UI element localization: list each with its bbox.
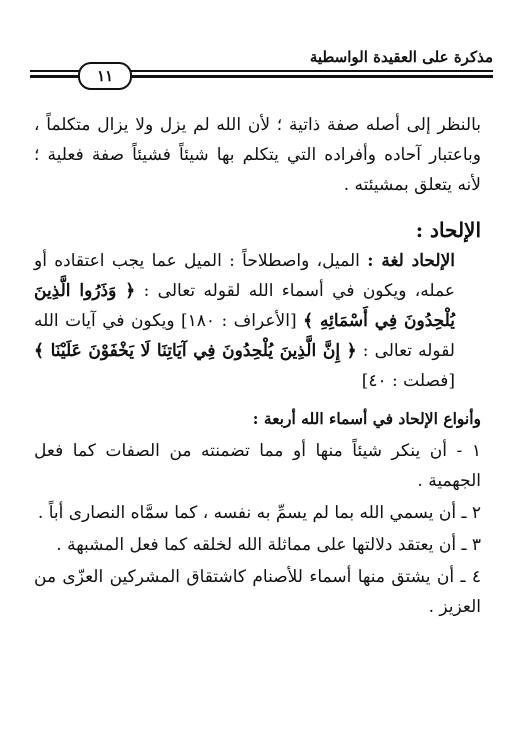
list-item-1: ١ - أن ينكر شيئاً منها أو مما تضمنته من الصفات كما فعل الجهمية . xyxy=(34,441,481,491)
types-heading: وأنواع الإلحاد في أسماء الله أربعة : xyxy=(252,409,481,428)
paragraph-ilhad-definition xyxy=(34,246,481,396)
section-heading-ilhad: الإلحاد : xyxy=(415,218,481,242)
page-number: ١١ xyxy=(78,62,132,90)
quran-verse-araf: ﴿ وَذَرُوا الَّذِينَ يُلْحِدُونَ فِي أَسْمَائِهِ ﴾ xyxy=(34,281,455,331)
paragraph-speech-attribute: بالنظر إلى أصله صفة ذاتية ؛ لأن الله لم يزل ولا يزال متكلماً ، وباعتبار آحاده وأفراده التي يتكلم بها شيئاً فشيئاً صفة فعلية ؛ لأنه يتعلق بمشيئته . xyxy=(34,115,481,195)
reference-araf: [الأعراف : ١٨٠] xyxy=(174,311,304,331)
reference-fussilat: [فصلت : ٤٠] xyxy=(361,371,455,391)
page-content xyxy=(34,110,481,622)
book-title: مذكرة على العقيدة الواسطية xyxy=(309,48,493,66)
definition-text-1: الميل، واصطلاحاً : الميل عما يجب اعتقاده أو عمله، ويكون في أسماء الله لقوله تعالى : xyxy=(34,251,456,301)
list-item-2: ٢ ـ أن يسمي الله بما لم يسمِّ به نفسه ، كما سمَّاه النصارى أباً . xyxy=(37,503,481,523)
list-item-3: ٣ ـ أن يعتقد دلالتها على مماثلة الله لخلقه كما فعل المشبهة . xyxy=(56,535,481,555)
definition-text-2: ويكون في آيات الله لقوله تعالى : xyxy=(34,311,455,361)
definition-term: الإلحاد لغة : xyxy=(367,251,456,271)
list-item-4: ٤ ـ أن يشتق منها أسماء للأصنام كاشتقاق المشركين العزّى من العزيز . xyxy=(34,567,481,617)
quran-verse-fussilat: ﴿ إِنَّ الَّذِينَ يُلْحِدُونَ فِي آيَاتِنَا لَا يَخْفَوْنَ عَلَيْنَا ﴾ xyxy=(34,341,357,361)
page-header xyxy=(30,48,493,88)
